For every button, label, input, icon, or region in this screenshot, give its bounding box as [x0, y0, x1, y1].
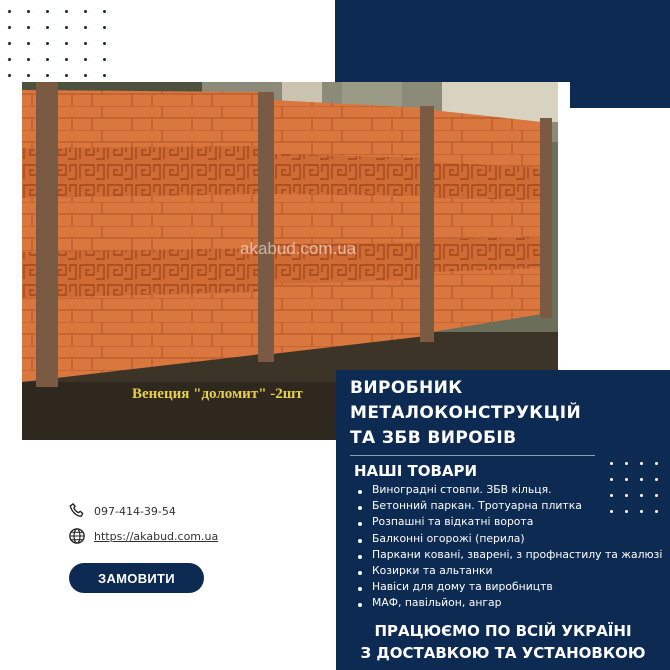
website-link[interactable]: https://akabud.com.ua	[94, 529, 219, 543]
company-heading	[350, 376, 581, 451]
goods-list-item: Балконні огорожі (перила)	[358, 531, 662, 547]
divider	[350, 455, 595, 456]
goods-list-item: Навіси для дому та виробництв	[358, 579, 662, 595]
decorative-dot-grid-top-left	[8, 10, 122, 77]
goods-title: НАШІ ТОВАРИ	[354, 462, 478, 480]
phone-number: 097-414-39-54	[94, 504, 176, 518]
order-button[interactable]: ЗАМОВИТИ	[69, 563, 204, 593]
website-contact[interactable]	[68, 527, 218, 545]
phone-contact[interactable]	[68, 502, 176, 520]
goods-list-item: Козирки та альтанки	[358, 563, 662, 579]
footer-line: ПРАЦЮЄМО ПО ВСІЙ УКРАЇНІ	[374, 622, 632, 640]
phone-icon	[68, 502, 86, 520]
goods-list-item: Розпашні та відкатні ворота	[358, 514, 662, 530]
goods-list-item: Бетонний паркан. Тротуарна плитка	[358, 498, 662, 514]
goods-list-item: МАФ, павільйон, ангар	[358, 595, 662, 611]
globe-icon	[68, 527, 86, 545]
company-info-panel	[336, 370, 670, 670]
goods-list-item: Виноградні стовпи. ЗБВ кільця.	[358, 482, 662, 498]
decorative-dot-grid-bottom-right	[610, 462, 670, 513]
heading-line: ТА ЗБВ ВИРОБІВ	[350, 428, 517, 448]
photo-caption: Венеция "доломит" -2шт	[132, 386, 303, 402]
goods-list-item: Паркани ковані, зварені, з профнастилу та жалюзі	[358, 547, 662, 563]
footer-line: З ДОСТАВКОЮ ТА УСТАНОВКОЮ	[360, 644, 646, 662]
heading-line: ВИРОБНИК	[350, 378, 463, 398]
photo-watermark: akabud.com.ua	[240, 239, 357, 258]
heading-line: МЕТАЛОКОНСТРУКЦІЙ	[350, 403, 582, 423]
